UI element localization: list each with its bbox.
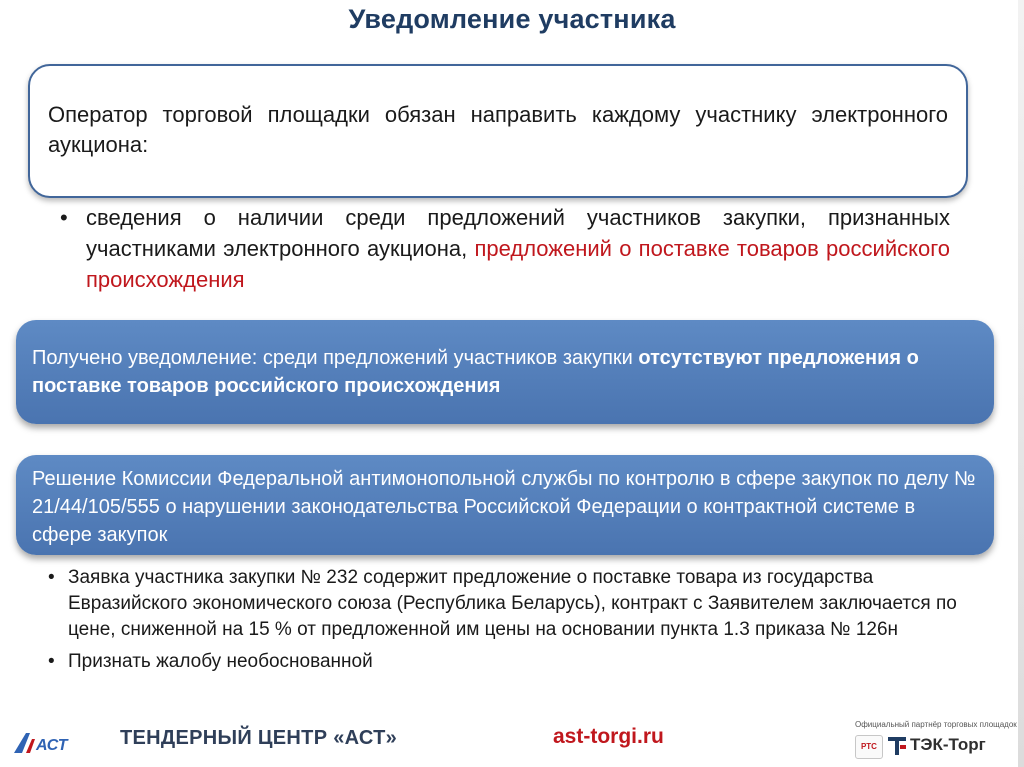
slide-title: Уведомление участника [348, 4, 676, 34]
logo-text: АСТ [36, 737, 68, 754]
rts-logo-icon: РТС [855, 735, 883, 759]
decision-text: Решение Комиссии Федеральной антимонопольной службы по контролю в сфере закупок по делу № 21/44/105/555 о нарушении законодательства Российской Федерации о контрактной системе в сфере закупок [32, 468, 976, 546]
info-bullet-list [60, 202, 950, 295]
obligation-text: Оператор торговой площадки обязан направить каждому участнику электронного аукциона: [48, 102, 948, 157]
notice-banner [16, 320, 994, 424]
list-item [60, 202, 950, 295]
partner-caption: Официальный партнёр торговых площадок [855, 720, 1017, 729]
bullet-icon: • [60, 205, 68, 230]
ast-logo-icon [12, 729, 72, 755]
list-item-text-highlight: предложений о поставке товаров российского происхождения [86, 236, 950, 292]
decision-banner [16, 455, 994, 555]
bullet-icon: • [48, 651, 55, 672]
list-item [48, 649, 978, 675]
list-item-text [86, 202, 950, 295]
obligation-box [28, 64, 968, 198]
notice-text-normal: Получено уведомление: среди предложений участников закупки [32, 347, 639, 369]
notice-text-bold: отсутствуют предложения о поставке товаров российского происхождения [32, 347, 919, 397]
decision-bullet-list [48, 565, 978, 675]
list-item-text: Признать жалобу необоснованной [68, 651, 373, 672]
tek-torg-logo-icon [888, 737, 906, 755]
tek-torg-name: ТЭК-Торг [910, 735, 986, 754]
right-edge-strip [1018, 0, 1024, 767]
list-item-text: Заявка участника закупки № 232 содержит предложение о поставке товара из государства Евразийского экономического союза (Республика Беларусь), контракт с Заявителем заключается по цене, сниженной на 15 % от предложенной им цены на основании пункта 1.3 приказа № 126н [68, 567, 957, 640]
bullet-icon: • [48, 567, 55, 588]
list-item-text-normal: сведения о наличии среди предложений участников закупки, признанных участниками электронного аукциона, [86, 205, 950, 261]
footer-brand: ТЕНДЕРНЫЙ ЦЕНТР «АСТ» [120, 727, 398, 749]
slide-footer [0, 717, 1024, 767]
footer-site-link[interactable]: ast-torgi.ru [553, 725, 664, 748]
list-item [48, 565, 978, 643]
